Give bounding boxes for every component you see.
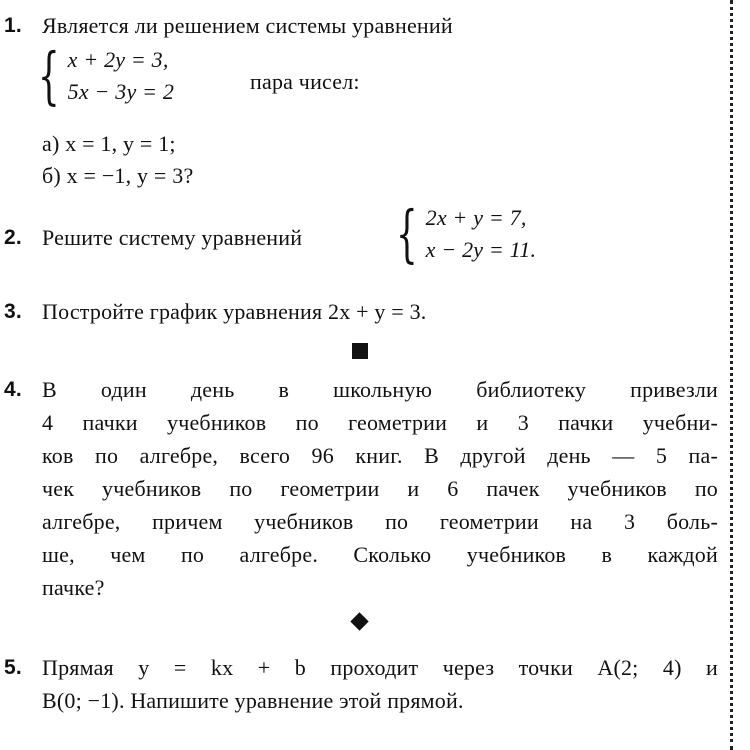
problem-3 — [0, 296, 728, 328]
brace-icon: { — [38, 39, 60, 112]
problem-3-text: Постройте график уравнения 2x + y = 3. — [42, 299, 427, 324]
answer-option-a: а) x = 1, y = 1; — [42, 131, 176, 156]
system-equation: 5x − 3y = 2 — [67, 79, 175, 104]
problem-1-tail: пара чисел: — [250, 69, 360, 94]
problem-5-line: Прямая y = kx + b проходит через точки A(2; 4) и — [42, 655, 718, 680]
problem-number: 4. — [4, 378, 22, 401]
problem-number: 2. — [4, 226, 22, 249]
problem-1 — [0, 10, 728, 190]
problem-number: 5. — [4, 656, 22, 679]
problem-4 — [0, 374, 728, 604]
problem-number: 1. — [4, 14, 22, 37]
problem-2-text: Решите систему уравнений — [42, 225, 303, 250]
system-equation: 2x + y = 7, — [425, 205, 527, 230]
problem-2 — [0, 197, 728, 280]
problem-4-line: ков по алгебре, всего 96 книг. В другой день — 5 па- — [42, 443, 718, 468]
dotted-margin-rule — [730, 0, 733, 750]
answer-option-b: б) x = −1, y = 3? — [42, 163, 194, 188]
system-equation: x + 2y = 3, — [67, 47, 169, 72]
problem-5-line: B(0; −1). Напишите уравнение этой прямой. — [42, 688, 464, 713]
problem-5 — [0, 652, 728, 722]
problem-4-line: ше, чем по алгебре. Сколько учебников в каждой — [42, 542, 718, 567]
problem-4-line: алгебре, причем учебников по геометрии на 3 боль- — [42, 509, 718, 534]
problem-4-line: 4 пачки учебников по геометрии и 3 пачки учебни- — [42, 410, 718, 435]
problem-number: 3. — [4, 300, 22, 323]
problem-4-line: пачке? — [42, 575, 105, 600]
problem-4-line: В один день в школьную библиотеку привезли — [42, 377, 718, 402]
problem-1-intro: Является ли решением системы уравнений — [42, 13, 453, 38]
brace-icon: { — [396, 197, 418, 270]
equation-system-2 — [396, 197, 537, 270]
equation-system-1 — [38, 39, 175, 112]
diamond-separator-icon — [350, 612, 368, 630]
system-equation: x − 2y = 11. — [425, 237, 537, 262]
problem-4-line: чек учебников по геометрии и 6 пачек учебников по — [42, 476, 718, 501]
square-separator-icon — [352, 343, 368, 359]
